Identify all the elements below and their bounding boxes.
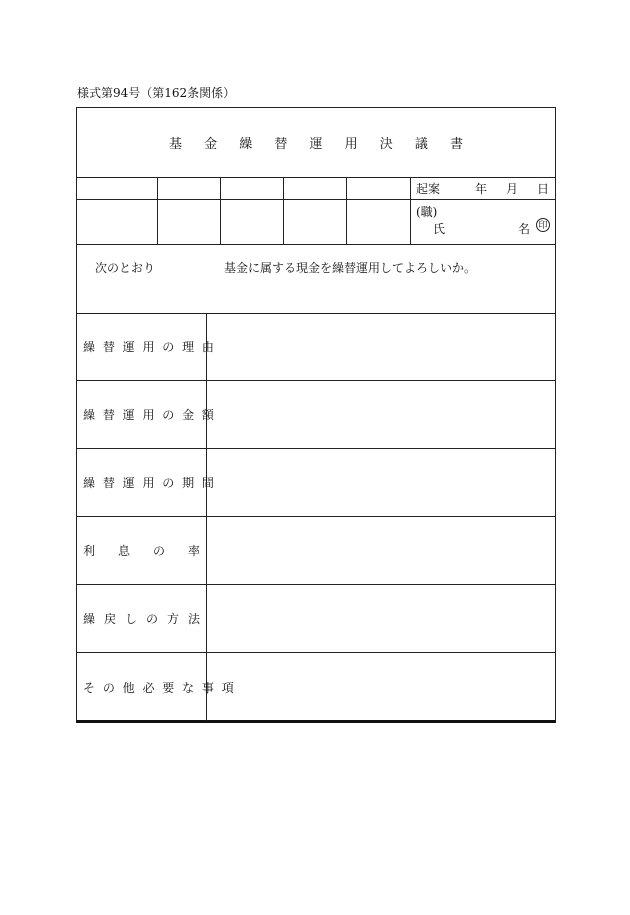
item-label: そ の 他 必 要 な 事 項 [77,653,207,721]
given-name-label: 名 [517,222,530,236]
title-row [77,108,555,178]
month-label: 月 [505,182,518,196]
approval-row-1 [77,177,555,200]
form-title: 基 金 繰 替 運 用 決 議 書 [168,137,473,152]
item-row-reason [77,313,555,381]
item-value-field[interactable] [207,313,555,380]
approval-row-2 [77,199,555,245]
day-label: 日 [536,182,549,196]
year-label: 年 [474,182,487,196]
approval-stamp-cell-5[interactable] [347,177,411,199]
item-label: 繰 替 運 用 の 理 由 [77,313,207,380]
item-row-interest-rate [77,517,555,585]
item-value-field[interactable] [207,585,555,652]
item-label: 利 息 の 率 [77,517,207,584]
approval-signature-cell-1[interactable] [77,199,158,244]
item-value-field[interactable] [207,517,555,584]
item-value-field[interactable] [207,653,555,721]
drafter-info[interactable] [416,203,550,240]
item-label: 繰 戻 し の 方 法 [77,585,207,652]
item-row-amount [77,381,555,449]
role-label: (職) [416,205,438,219]
item-value-field[interactable] [207,449,555,516]
decision-form [76,107,556,723]
seal-mark: 印 [536,218,550,232]
form-number: 様式第94号（第162条関係） [77,86,236,100]
draft-label: 起案 [416,182,441,196]
request-prefix: 次のとおり [95,261,156,275]
item-value-field[interactable] [207,381,555,448]
approval-signature-cell-5[interactable] [347,199,411,244]
item-label: 繰 替 運 用 の 金 額 [77,381,207,448]
family-name-label: 氏 [433,222,446,236]
approval-signature-cell-2[interactable] [158,199,221,244]
approval-signature-cell-4[interactable] [284,199,347,244]
approval-signature-cell-3[interactable] [221,199,284,244]
item-row-other-matters [77,653,555,721]
approval-stamp-cell-4[interactable] [284,177,347,199]
item-label: 繰 替 運 用 の 期 間 [77,449,207,516]
approval-stamp-cell-2[interactable] [158,177,221,199]
request-row [77,244,555,314]
draft-date [416,180,549,197]
item-row-period [77,449,555,517]
approval-stamp-cell-3[interactable] [221,177,284,199]
request-text: 基金に属する現金を繰替運用してよろしいか。 [224,261,477,275]
approval-stamp-cell-1[interactable] [77,177,158,199]
item-row-repayment-method [77,585,555,653]
